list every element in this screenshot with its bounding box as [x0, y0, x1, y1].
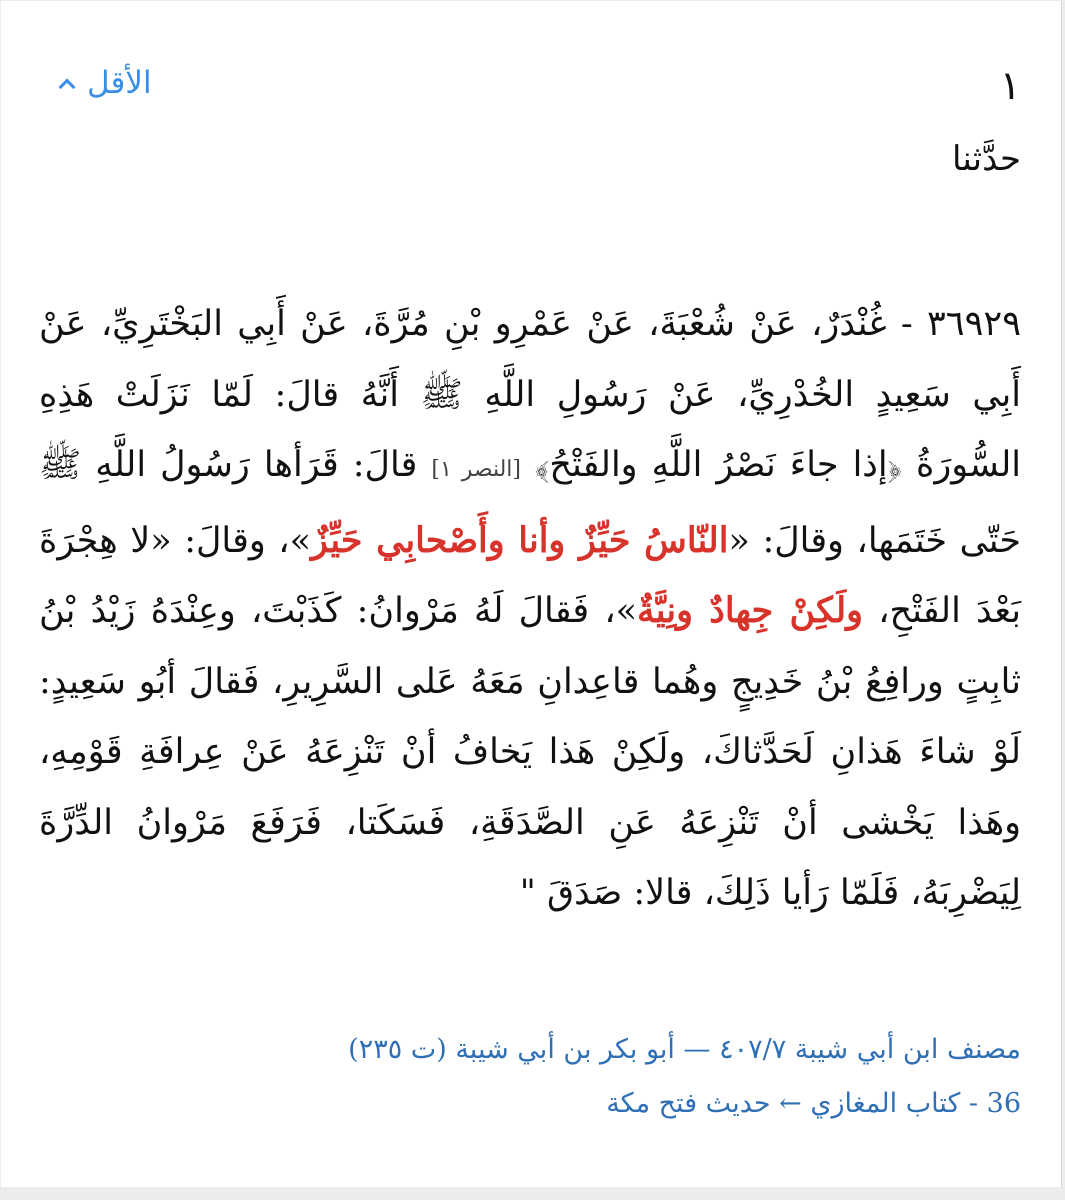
hadith-text-part: ٣٦٩٢٩ - غُنْدَرٌ، عَنْ شُعْبَةَ، عَنْ عَمْرِو بْنِ مُرَّةَ، عَنْ أَبِي البَخْتَرِيِّ، عَنْ أَبِي سَعِيدٍ الخُدْرِيِّ، عَنْ رَسُولِ اللَّهِ ﷺ أَنَّهُ قالَ: لَمّا نَزَلَتْ هَذِهِ السُّورَةُ ﴿إذا جاءَ نَصْرُ اللَّهِ والفَتْحُ﴾ — [39, 304, 1021, 485]
source-info — [61, 1023, 1021, 1131]
hadith-intro: حدَّثنا — [952, 139, 1021, 179]
hadith-index: ١ — [999, 63, 1021, 109]
hadith-text — [39, 289, 1021, 929]
collapse-label[interactable]: الأقل — [87, 65, 152, 101]
hadith-text-part: قالَ: قَرَأها رَسُولُ اللَّهِ ﷺ حَتّى خَتَمَها، وقالَ: « — [39, 445, 1021, 561]
collapse-toggle[interactable] — [61, 65, 152, 101]
chevron-up-icon[interactable] — [59, 79, 76, 96]
quran-reference: [النصر ١] — [431, 457, 521, 482]
card-header — [61, 63, 1021, 113]
hadith-card — [1, 1, 1062, 1187]
hadith-text-part: »، وقالَ: «لا هِجْرَةَ بَعْدَ الفَتْحِ، — [39, 520, 1021, 631]
hadith-text-part: »، فَقالَ لَهُ مَرْوانُ: كَذَبْتَ، وعِنْدَهُ زَيْدُ بْنُ ثابِتٍ ورافِعُ بْنُ خَدِيجٍ وهُما قاعِدانِ مَعَهُ عَلى السَّرِيرِ، فَقالَ أبُو سَعِيدٍ: لَوْ شاءَ هَذانِ لَحَدَّثاكَ، ولَكِنْ هَذا يَخافُ أنْ تَنْزِعَهُ عَنْ عِرافَةِ قَوْمِهِ، وهَذا يَخْشى أنْ تَنْزِعَهُ عَنِ الصَّدَقَةِ، فَسَكَتا، فَرَفَعَ مَرْوانُ الدِّرَّةَ لِيَضْرِبَهُ، فَلَمّا رَأيا ذَلِكَ، قالا: صَدَقَ " — [39, 591, 1021, 913]
source-chapter-link[interactable]: 36 - كتاب المغازي ← حديث فتح مكة — [606, 1088, 1021, 1119]
highlighted-phrase: ولَكِنْ جِهادٌ ونِيَّةٌ — [637, 590, 864, 631]
source-book-link[interactable]: مصنف ابن أبي شيبة ٤٠٧/٧ — أبو بكر بن أبي شيبة (ت ٢٣٥) — [348, 1034, 1021, 1065]
highlighted-phrase: النّاسُ حَيِّزٌ وأنا وأَصْحابِي حَيِّزٌ — [311, 519, 729, 561]
